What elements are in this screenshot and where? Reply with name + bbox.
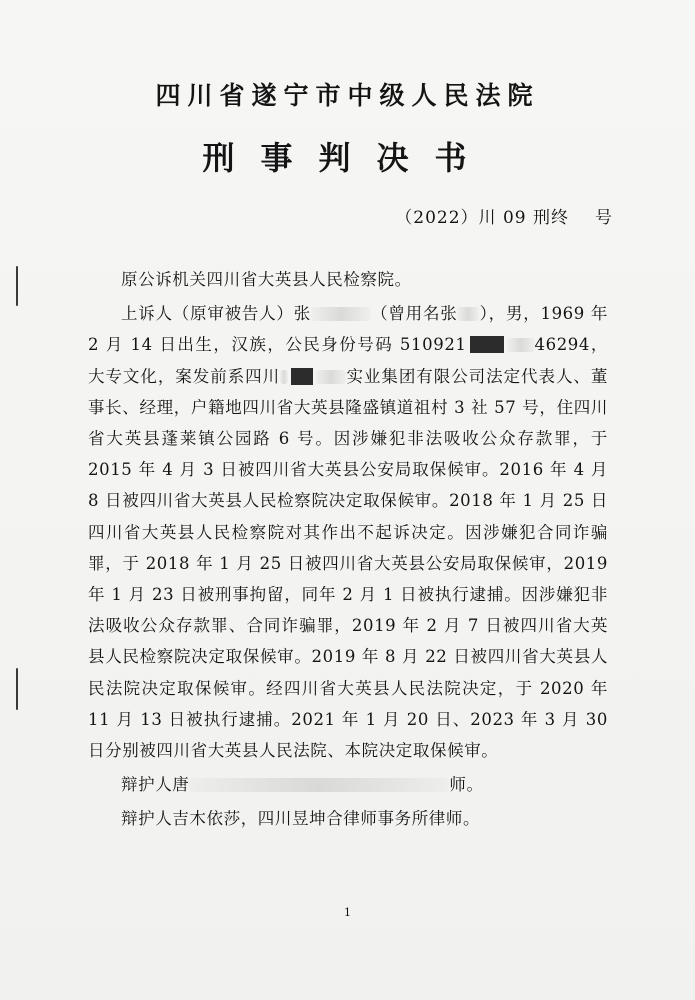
appellant-text: 实业集团有限公司法定代表人、董事长、经理，户籍地四川省大英县隆盛镇道祖村 3 社 57 号，住四川省大英县蓬莱镇公园路 6 号。因涉嫌犯非法吸收公众存款罪，于 2015 年 4 月 3 日被四川省大英县公安局取保候审。2016 年 4 月 8 日被四川省大英县人民检察院决定取保候审。2018 年 1 月 25 日四川省大英县人民检察院对其作出不起诉决定。因涉嫌犯合同诈骗罪，于 2018 年 1 月 25 日被四川省大英县公安局取保候审，2019 年 1 月 23 日被刑事拘留，同年 2 月 1 日被执行逮捕。因涉嫌犯非法吸收公众存款罪、合同诈骗罪，2019 年 2 月 7 日被四川省大英县人民检察院决定取保候审。2019 年 8 月 22 日被四川省大英县人民法院决定取保候审。经四川省大英县人民法院决定，于 2020 年 11 月 13 日被执行逮捕。2021 年 1 月 20 日、2023 年 3 月 30 日分别被四川省大英县人民法院、本院决定取保候审。: [88, 366, 608, 761]
page-number: 1: [344, 906, 351, 919]
paragraph-appellant: [88, 298, 608, 766]
redaction-blur: [507, 338, 535, 352]
appellant-text: 46294，大专文化，案发前系四川: [88, 335, 608, 386]
redaction-blur: [316, 370, 346, 384]
appellant-text: ），男，1969 年 2 月 14 日出生，汉族，公民身份号码 510921: [88, 304, 608, 355]
appellant-text: （曾用名张: [370, 304, 458, 324]
paragraph-defender-2: 辩护人吉木依莎，四川昱坤合律师事务所律师。: [121, 809, 481, 829]
court-name: 四川省遂宁市中级人民法院: [155, 81, 540, 110]
case-number-prefix: （2022）川 09 刑终: [395, 208, 569, 228]
redaction-blur: [280, 370, 288, 384]
appellant-text: 上诉人（原审被告人）张: [121, 304, 311, 324]
paragraph-prosecutor: 原公诉机关四川省大英县人民检察院。: [121, 270, 412, 289]
document-type: 刑事判决书: [202, 139, 493, 177]
redaction-box: [470, 336, 504, 353]
document-body: [88, 264, 608, 838]
defender-text: 师。: [449, 775, 484, 795]
redaction-blur: [311, 307, 371, 321]
redaction-box: [291, 368, 313, 385]
margin-mark-middle: [16, 668, 18, 710]
case-number-suffix: 号: [595, 208, 613, 228]
defender-text: 辩护人唐: [121, 775, 190, 795]
redaction-blur: [457, 307, 479, 321]
margin-mark-top: [16, 266, 18, 306]
redaction-blur: [189, 778, 449, 792]
paragraph-defender-1: [88, 769, 608, 800]
case-number: [395, 203, 613, 228]
